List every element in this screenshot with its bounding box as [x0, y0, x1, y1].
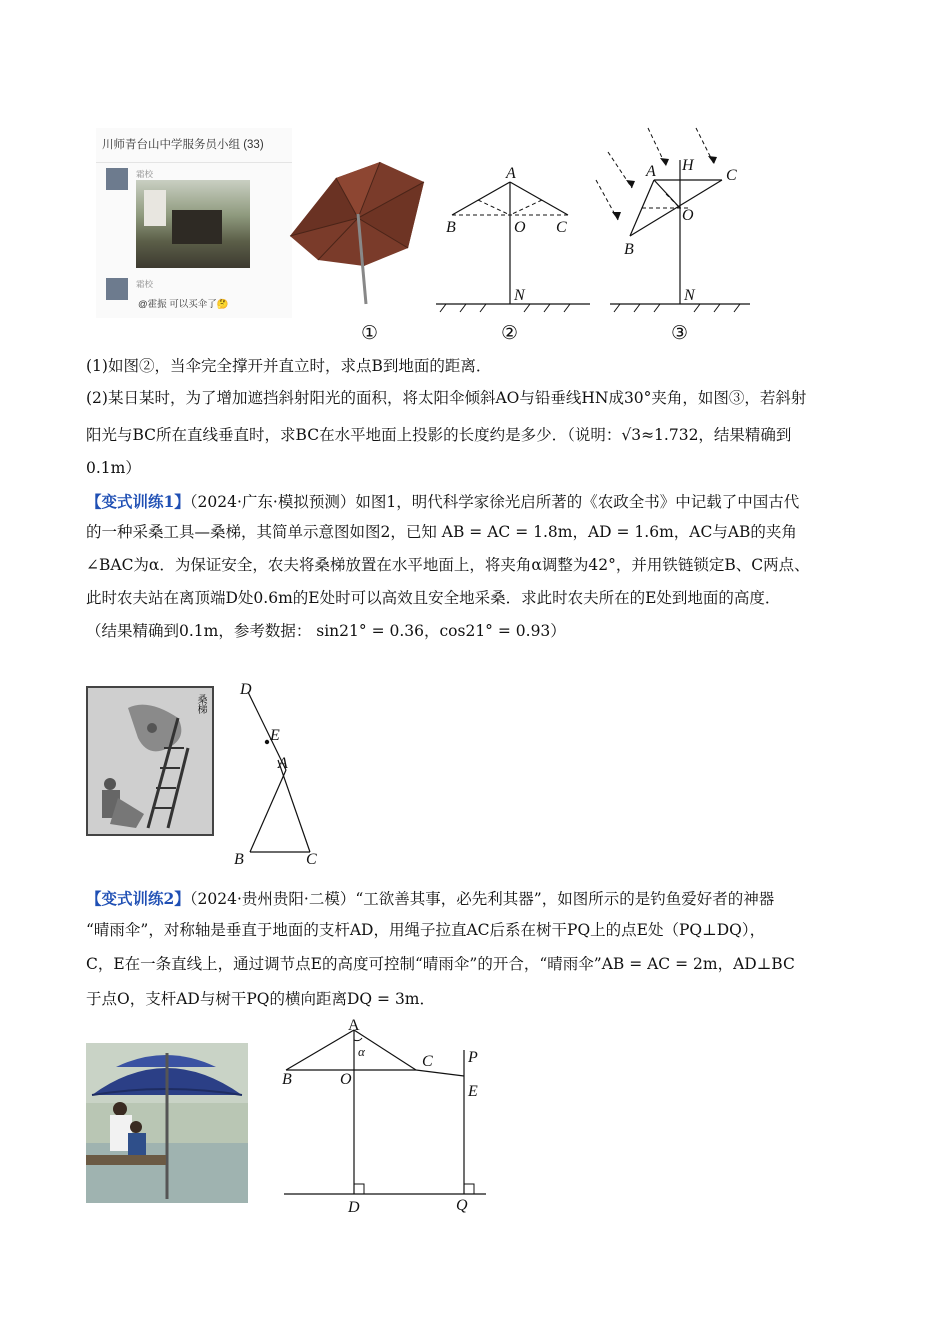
point-label: C: [556, 219, 567, 236]
point-label: O: [340, 1071, 352, 1088]
point-label: P: [468, 1049, 478, 1066]
point-label: E: [270, 727, 280, 744]
variant-2-line-1: 【变式训练2】（2024·贵州贵阳·二模）“工欲善其事，必先利其器”，如图所示的是钓鱼爱好者的神器: [86, 889, 775, 908]
variant-2-line-2: “晴雨伞”，对称轴是垂直于地面的支杆AD，用绳子拉直AC后系在树干PQ上的点E处（PQ⊥DQ），: [86, 921, 766, 939]
sender-name: 霜校: [136, 169, 154, 179]
point-label: A: [506, 165, 516, 182]
point-label: B: [234, 851, 244, 868]
figure-label-2: ②: [501, 322, 519, 344]
point-label: O: [514, 219, 526, 236]
variant-1-line-3: ∠BAC为α．为保证安全，农夫将桑梯放置在水平地面上，将夹角α调整为42°，并用铁链锁定B、C两点、: [86, 556, 810, 574]
point-label: D: [240, 681, 252, 698]
variant-1-line-5: （结果精确到0.1m，参考数据： sin21° = 0.36，cos21° = 0.93）: [86, 622, 566, 640]
point-label: A: [278, 755, 288, 772]
point-label: Q: [456, 1197, 468, 1214]
point-label: E: [468, 1083, 478, 1100]
woodcut-caption: 桑梯: [195, 694, 206, 714]
figure-2-diagram: [430, 160, 600, 320]
point-label: B: [446, 219, 456, 236]
avatar: [106, 278, 128, 300]
point-label: A: [646, 163, 656, 180]
point-label: C: [422, 1053, 433, 1070]
question-1: (1)如图②，当伞完全撑开并直立时，求点B到地面的距离．: [86, 357, 492, 375]
ladder-diagram: [228, 680, 328, 870]
point-label: A: [348, 1018, 360, 1034]
variant-1-tag: 【变式训练1】: [86, 492, 190, 511]
point-label: O: [682, 207, 694, 224]
question-2-line-3: 0.1m）: [86, 459, 141, 477]
woodcut-illustration: [86, 686, 214, 836]
variant-2-line-4: 于点O，支杆AD与树干PQ的横向距离DQ = 3m．: [86, 990, 436, 1008]
chat-group-title: 川师青台山中学服务员小组 (33): [102, 139, 264, 151]
point-label: N: [514, 287, 525, 304]
angle-label: α: [358, 1044, 365, 1059]
question-2-line-1: (2)某日某时，为了增加遮挡斜射阳光的面积，将太阳伞倾斜AO与铅垂线HN成30°夹角，如图③，若斜射: [86, 389, 807, 407]
fishing-umbrella-photo: [86, 1043, 248, 1203]
point-label: B: [624, 241, 634, 258]
figure-label-3: ③: [671, 322, 689, 344]
point-label: H: [682, 157, 694, 174]
variant-1-line-1: 【变式训练1】（2024·广东·模拟预测）如图1，明代科学家徐光启所著的《农政全书》中记载了中国古代: [86, 492, 800, 511]
point-label: C: [306, 851, 317, 868]
wechat-screenshot: [96, 128, 292, 318]
chat-photo: [136, 180, 250, 268]
question-2-line-2: 阳光与BC所在直线垂直时，求BC在水平地面上投影的长度约是多少．（说明：√3≈1.732，结果精确到: [86, 426, 792, 444]
variant-2-line-3: C，E在一条直线上，通过调节点E的高度可控制“晴雨伞”的开合，“晴雨伞”AB = AC = 2m，AD⊥BC: [86, 955, 795, 973]
figure-3-diagram: [592, 124, 762, 320]
sender-name: 霜校: [136, 279, 154, 289]
point-label: N: [684, 287, 695, 304]
point-label: C: [726, 167, 737, 184]
point-label: D: [348, 1199, 360, 1216]
variant-1-line-4: 此时农夫站在离顶端D处0.6m的E处时可以高效且安全地采桑．求此时农夫所在的E处到地面的高度．: [86, 589, 781, 607]
umbrella-geometry-diagram: [278, 1018, 498, 1218]
point-label: B: [282, 1071, 292, 1088]
umbrella-photo: [284, 148, 432, 308]
chat-message: @霍振 可以买伞了🤔: [138, 299, 229, 310]
variant-2-tag: 【变式训练2】: [86, 889, 190, 908]
avatar: [106, 168, 128, 190]
figure-label-1: ①: [361, 322, 379, 344]
variant-1-line-2: 的一种采桑工具—桑梯，其简单示意图如图2，已知 AB = AC = 1.8m，AD = 1.6m，AC与AB的夹角: [86, 523, 797, 541]
